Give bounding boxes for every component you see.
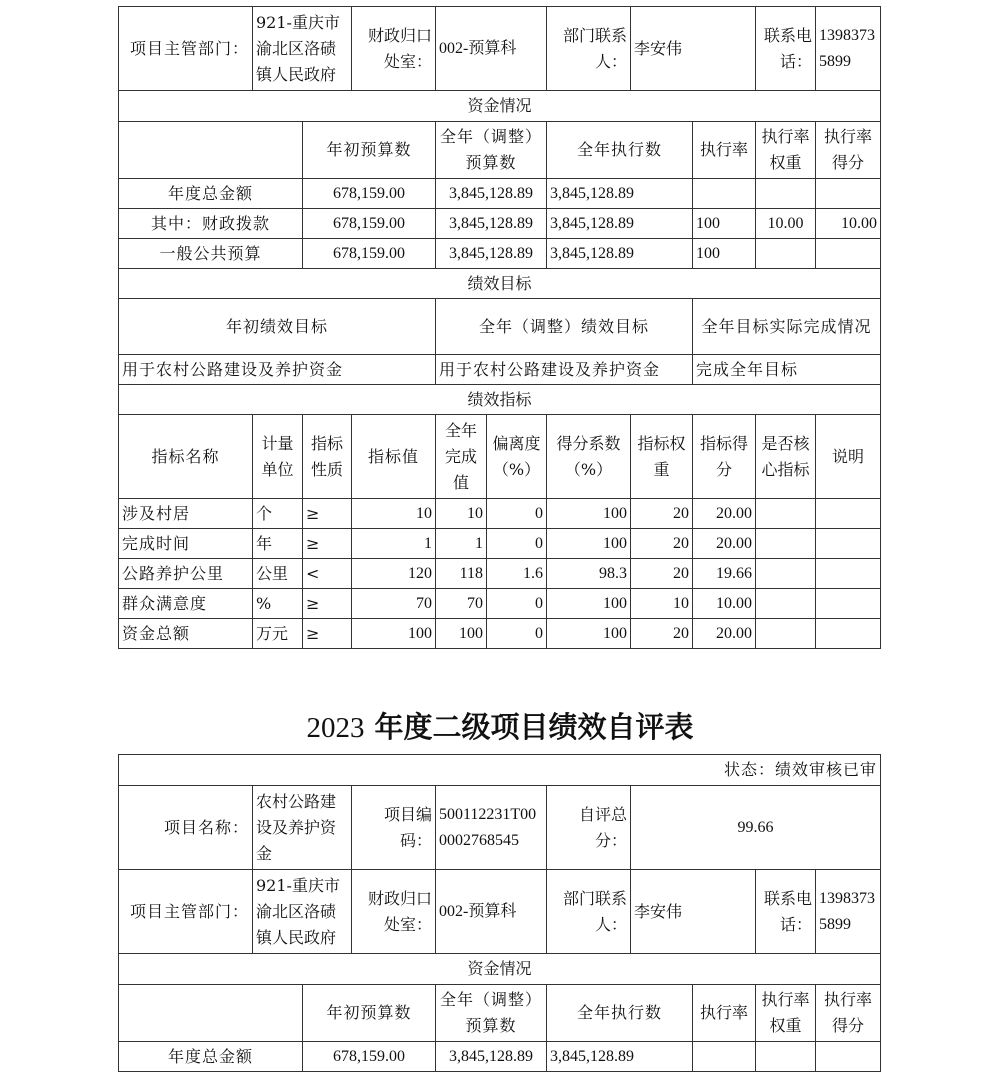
indicator-cell: 10	[352, 499, 436, 529]
indicator-header: 指标名称	[119, 415, 253, 499]
goals-header-adjusted: 全年（调整）绩效目标	[436, 299, 693, 355]
funds-row	[119, 1042, 881, 1072]
indicator-cell	[756, 559, 816, 589]
funds-header-blank	[119, 122, 303, 179]
funds-cell: 3,845,128.89	[547, 179, 693, 209]
indicator-cell: 0	[487, 529, 547, 559]
indicator-cell: 20.00	[693, 619, 756, 649]
phone-value: 13983735899	[816, 870, 881, 954]
indicator-cell	[816, 619, 881, 649]
indicator-cell: 10	[436, 499, 487, 529]
table-row	[119, 559, 881, 589]
indicator-cell: 万元	[253, 619, 303, 649]
funds-header-initial: 年初预算数	[303, 122, 436, 179]
dept-value: 921-重庆市渝北区洛碛镇人民政府	[253, 7, 352, 91]
indicator-cell: 10.00	[693, 589, 756, 619]
goals-value-adjusted: 用于农村公路建设及养护资金	[436, 355, 693, 385]
goals-value-actual: 完成全年目标	[693, 355, 881, 385]
dept-value: 921-重庆市渝北区洛碛镇人民政府	[253, 870, 352, 954]
indicator-cell: 70	[436, 589, 487, 619]
goals-value-initial: 用于农村公路建设及养护资金	[119, 355, 436, 385]
indicator-cell: ≥	[303, 589, 352, 619]
funds-header-initial: 年初预算数	[303, 985, 436, 1042]
page-title-year: 2023	[306, 712, 365, 744]
indicator-cell: 100	[547, 619, 631, 649]
indicator-header: 指标性质	[303, 415, 352, 499]
indicator-cell: 98.3	[547, 559, 631, 589]
funds-cell: 其中：财政拨款	[119, 209, 303, 239]
funds-cell	[693, 179, 756, 209]
funds-cell: 3,845,128.89	[436, 1042, 547, 1072]
table-row	[119, 589, 881, 619]
indicator-header: 计量单位	[253, 415, 303, 499]
indicator-cell	[756, 529, 816, 559]
funds-cell: 100	[693, 209, 756, 239]
funds-section-header: 资金情况	[119, 954, 881, 985]
funds-row	[119, 209, 881, 239]
indicator-cell: 年	[253, 529, 303, 559]
indicator-cell: 20	[631, 499, 693, 529]
fin-office-value: 002-预算科	[436, 7, 547, 91]
dept-label: 项目主管部门：	[119, 870, 253, 954]
funds-row	[119, 239, 881, 269]
indicator-cell: 20.00	[693, 499, 756, 529]
funds-cell: 年度总金额	[119, 1042, 303, 1072]
funds-cell: 678,159.00	[303, 209, 436, 239]
fin-office-label: 财政归口处室：	[352, 7, 436, 91]
funds-cell: 3,845,128.89	[436, 239, 547, 269]
indicator-cell: 涉及村居	[119, 499, 253, 529]
indicator-cell: ≥	[303, 529, 352, 559]
indicator-cell: 20	[631, 529, 693, 559]
indicator-cell	[816, 559, 881, 589]
indicator-cell: %	[253, 589, 303, 619]
indicator-header: 是否核心指标	[756, 415, 816, 499]
phone-label: 联系电话：	[756, 870, 816, 954]
indicator-cell	[756, 499, 816, 529]
table-row	[119, 619, 881, 649]
indicator-cell: 100	[547, 499, 631, 529]
funds-cell	[693, 1042, 756, 1072]
funds-header-rate: 执行率	[693, 122, 756, 179]
indicator-header: 偏离度（%）	[487, 415, 547, 499]
indicator-cell: 19.66	[693, 559, 756, 589]
phone-label: 联系电话：	[756, 7, 816, 91]
self-score-label: 自评总分：	[547, 786, 631, 870]
indicator-cell: 公路养护公里	[119, 559, 253, 589]
indicator-cell: <	[303, 559, 352, 589]
indicators-section-header: 绩效指标	[119, 385, 881, 415]
indicator-cell: 资金总额	[119, 619, 253, 649]
project-name-label: 项目名称：	[119, 786, 253, 870]
contact-label: 部门联系人：	[547, 870, 631, 954]
funds-cell: 100	[693, 239, 756, 269]
contact-value: 李安伟	[631, 870, 756, 954]
goals-header-actual: 全年目标实际完成情况	[693, 299, 881, 355]
goals-section-header: 绩效目标	[119, 269, 881, 299]
indicator-cell: 100	[547, 529, 631, 559]
funds-cell: 年度总金额	[119, 179, 303, 209]
funds-header-executed: 全年执行数	[547, 122, 693, 179]
indicator-cell: 完成时间	[119, 529, 253, 559]
funds-header-adjusted: 全年（调整）预算数	[436, 985, 547, 1042]
funds-header-executed: 全年执行数	[547, 985, 693, 1042]
contact-value: 李安伟	[631, 7, 756, 91]
indicator-header: 得分系数（%）	[547, 415, 631, 499]
funds-cell: 3,845,128.89	[436, 209, 547, 239]
phone-value: 13983735899	[816, 7, 881, 91]
indicator-cell: 1	[436, 529, 487, 559]
indicator-cell: 个	[253, 499, 303, 529]
project-code-value: 500112231T000002768545	[436, 786, 547, 870]
funds-cell: 3,845,128.89	[547, 239, 693, 269]
funds-cell: 678,159.00	[303, 1042, 436, 1072]
dept-label: 项目主管部门：	[119, 7, 253, 91]
indicator-cell: 20	[631, 619, 693, 649]
funds-cell	[756, 179, 816, 209]
funds-header-rate: 执行率	[693, 985, 756, 1042]
indicator-cell	[816, 589, 881, 619]
indicator-cell: 0	[487, 619, 547, 649]
funds-header-weight: 执行率权重	[756, 122, 816, 179]
funds-cell: 678,159.00	[303, 179, 436, 209]
contact-label: 部门联系人：	[547, 7, 631, 91]
indicator-cell: 1	[352, 529, 436, 559]
status-text: 状态：绩效审核已审	[119, 755, 881, 786]
funds-cell	[816, 239, 881, 269]
funds-header-adjusted: 全年（调整）预算数	[436, 122, 547, 179]
indicator-cell: 100	[352, 619, 436, 649]
page-title-text: 年度二级项目绩效自评表	[374, 710, 694, 744]
funds-cell: 678,159.00	[303, 239, 436, 269]
indicator-header: 全年完成值	[436, 415, 487, 499]
indicator-cell: 118	[436, 559, 487, 589]
funds-cell	[816, 1042, 881, 1072]
indicator-cell: 20.00	[693, 529, 756, 559]
indicator-header: 说明	[816, 415, 881, 499]
indicator-cell	[756, 589, 816, 619]
funds-cell: 10.00	[756, 209, 816, 239]
indicator-cell: 100	[436, 619, 487, 649]
funds-row	[119, 179, 881, 209]
project-name-value: 农村公路建设及养护资金	[253, 786, 352, 870]
funds-cell	[756, 1042, 816, 1072]
indicator-cell	[816, 529, 881, 559]
indicator-cell: 公里	[253, 559, 303, 589]
funds-cell	[756, 239, 816, 269]
fin-office-value: 002-预算科	[436, 870, 547, 954]
indicator-cell: 70	[352, 589, 436, 619]
funds-cell: 3,845,128.89	[436, 179, 547, 209]
performance-table-1	[118, 6, 881, 649]
indicator-header-row	[119, 415, 881, 499]
funds-header-blank	[119, 985, 303, 1042]
funds-header-weight: 执行率权重	[756, 985, 816, 1042]
indicator-cell: ≥	[303, 499, 352, 529]
self-score-value: 99.66	[631, 786, 881, 870]
indicator-cell: 1.6	[487, 559, 547, 589]
funds-header-score: 执行率得分	[816, 985, 881, 1042]
indicator-cell: 120	[352, 559, 436, 589]
indicator-header: 指标得分	[693, 415, 756, 499]
indicator-cell: 0	[487, 499, 547, 529]
funds-cell: 3,845,128.89	[547, 1042, 693, 1072]
funds-cell: 10.00	[816, 209, 881, 239]
performance-table-2	[118, 754, 881, 1072]
funds-cell	[816, 179, 881, 209]
indicator-cell: 群众满意度	[119, 589, 253, 619]
project-code-label: 项目编码：	[352, 786, 436, 870]
funds-cell: 3,845,128.89	[547, 209, 693, 239]
funds-cell: 一般公共预算	[119, 239, 303, 269]
indicator-header: 指标权重	[631, 415, 693, 499]
indicator-cell: 10	[631, 589, 693, 619]
table-row	[119, 529, 881, 559]
funds-section-header: 资金情况	[119, 91, 881, 122]
indicator-header: 指标值	[352, 415, 436, 499]
indicator-cell: 20	[631, 559, 693, 589]
goals-header-initial: 年初绩效目标	[119, 299, 436, 355]
indicator-cell: 0	[487, 589, 547, 619]
funds-header-score: 执行率得分	[816, 122, 881, 179]
indicator-cell: 100	[547, 589, 631, 619]
page-title	[0, 705, 1000, 746]
fin-office-label: 财政归口处室：	[352, 870, 436, 954]
table-row	[119, 499, 881, 529]
indicator-cell	[756, 619, 816, 649]
indicator-cell: ≥	[303, 619, 352, 649]
indicator-cell	[816, 499, 881, 529]
